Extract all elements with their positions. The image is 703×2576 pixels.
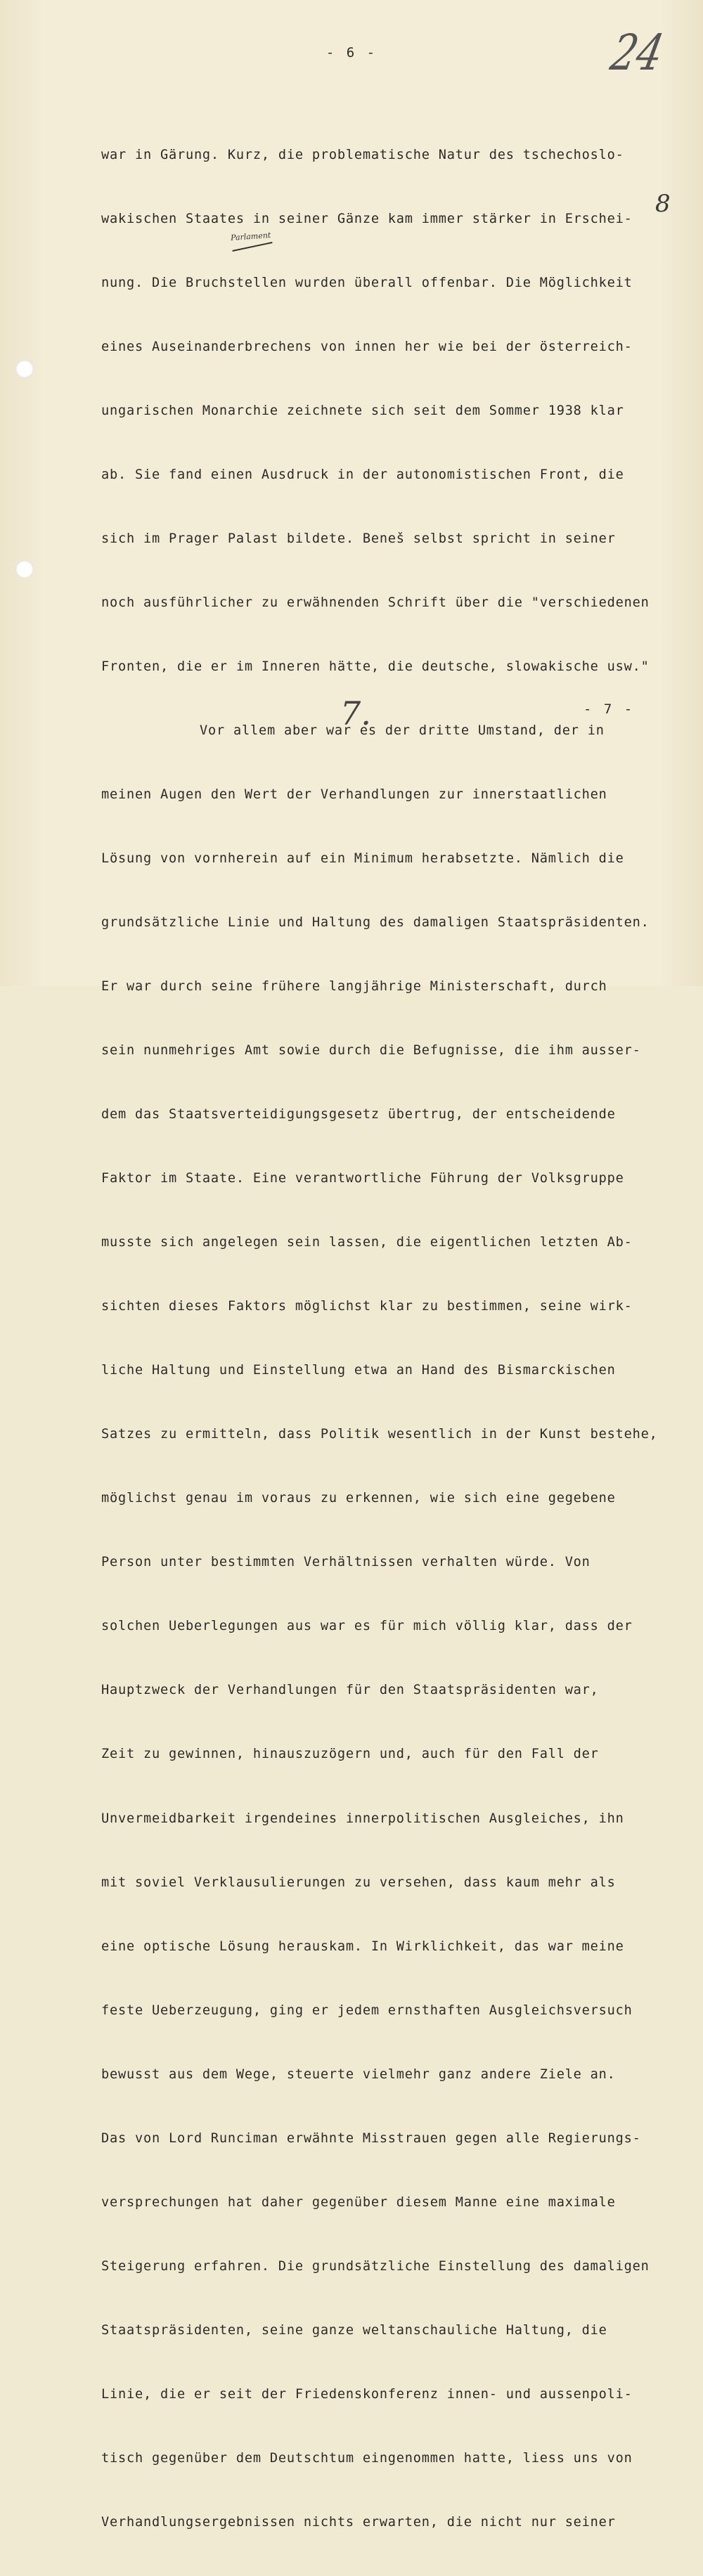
text-line: Zeit zu gewinnen, hinauszuzögern und, auch für den Fall der (101, 1747, 599, 1762)
handwritten-folio-number: 24 (606, 24, 669, 82)
text-line: Staatspräsidenten, seine ganze weltanschauliche Haltung, die (101, 2322, 607, 2338)
text-line: liche Haltung und Einstellung etwa an Hand des Bismarckischen (101, 1363, 616, 1378)
text-line: sichten dieses Faktors möglichst klar zu bestimmen, seine wirk- (101, 1299, 633, 1314)
text-line: bewusst aus dem Wege, steuerte vielmehr ganz andere Ziele an. (101, 2066, 616, 2082)
text-line: mit soviel Verklausulierungen zu versehen, dass kaum mehr als (101, 1875, 616, 1890)
text-line: Verhandlungsergebnissen nichts erwarten, die nicht nur seiner (101, 2514, 616, 2530)
text-line: möglichst genau im voraus zu erkennen, wie sich eine gegebene (101, 1491, 616, 1506)
text-line: Er war durch seine frühere langjährige Ministerschaft, durch (101, 979, 607, 995)
text-line: Lösung von vornherein auf ein Minimum herabsetzte. Nämlich die (101, 851, 624, 867)
text-line: sein nunmehriges Amt sowie durch die Befugnisse, die ihm ausser- (101, 1043, 641, 1059)
text-line: eine optische Lösung herauskam. In Wirklichkeit, das war meine (101, 1939, 624, 1954)
page-number-header: - 6 - (325, 45, 378, 60)
handwritten-inserted-word: Parlament (230, 231, 271, 242)
text-line: ungarischen Monarchie zeichnete sich seit dem Sommer 1938 klar (101, 403, 624, 418)
text-line-paragraph-start: Vor allem aber war es der dritte Umstand, der in (200, 723, 605, 738)
text-line: nung. Die Bruchstellen wurden überall offenbar. Die Möglichkeit (101, 275, 633, 290)
text-line: tisch gegenüber dem Deutschtum eingenommen hatte, liess uns von (101, 2450, 633, 2466)
text-line: Unvermeidbarkeit irgendeines innerpolitischen Ausgleiches, ihn (101, 1811, 624, 1826)
handwritten-margin-note: 8 (655, 190, 671, 218)
text-line: musste sich angelegen sein lassen, die eigentlichen letzten Ab- (101, 1235, 633, 1250)
punch-hole-top (15, 360, 34, 378)
text-line: versprechungen hat daher gegenüber diesem Manne eine maximale (101, 2194, 616, 2210)
text-line: wakischen Staates in seiner Gänze kam immer stärker in Erschei- (101, 211, 633, 226)
text-line: Das von Lord Runciman erwähnte Misstrauen gegen alle Regierungs- (101, 2130, 641, 2146)
text-line: ab. Sie fand einen Ausdruck in der autonomistischen Front, die (101, 467, 624, 482)
text-line: Hauptzweck der Verhandlungen für den Staatspräsidenten war, (101, 1683, 599, 1698)
text-line: Faktor im Staate. Eine verantwortliche Führung der Volksgruppe (101, 1171, 624, 1186)
text-line: meinen Augen den Wert der Verhandlungen zur innerstaatlichen (101, 787, 607, 802)
text-line: Steigerung erfahren. Die grundsätzliche Einstellung des damaligen (101, 2258, 650, 2274)
next-page-indicator: - 7 - (583, 701, 635, 717)
text-line: war in Gärung. Kurz, die problematische Natur des tschechoslo- (101, 147, 624, 162)
text-line: Linie, die er seit der Friedenskonferenz innen- und aussenpoli- (101, 2386, 633, 2402)
text-line: sich im Prager Palast bildete. Beneš selbst spricht in seiner (101, 531, 616, 546)
handwritten-footer-number: 7. (340, 694, 371, 732)
text-line: solchen Ueberlegungen aus war es für mich völlig klar, dass der (101, 1619, 633, 1634)
text-line: feste Ueberzeugung, ging er jedem ernsthaften Ausgleichsversuch (101, 2002, 633, 2018)
text-line: noch ausführlicher zu erwähnenden Schrift über die "verschiedenen (101, 595, 650, 610)
punch-hole-bottom (15, 560, 34, 578)
text-line: dem das Staatsverteidigungsgesetz übertrug, der entscheidende (101, 1107, 616, 1122)
text-line: Fronten, die er im Inneren hätte, die deutsche, slowakische usw." (101, 659, 650, 674)
text-line: grundsätzliche Linie und Haltung des damaligen Staatspräsidenten. (101, 915, 650, 931)
text-line: Person unter bestimmten Verhältnissen verhalten würde. Von (101, 1555, 591, 1570)
typewritten-body (101, 102, 685, 2576)
text-line: eines Auseinanderbrechens von innen her wie bei der österreich- (101, 339, 633, 354)
text-line: Satzes zu ermitteln, dass Politik wesentlich in der Kunst bestehe, (101, 1427, 658, 1442)
